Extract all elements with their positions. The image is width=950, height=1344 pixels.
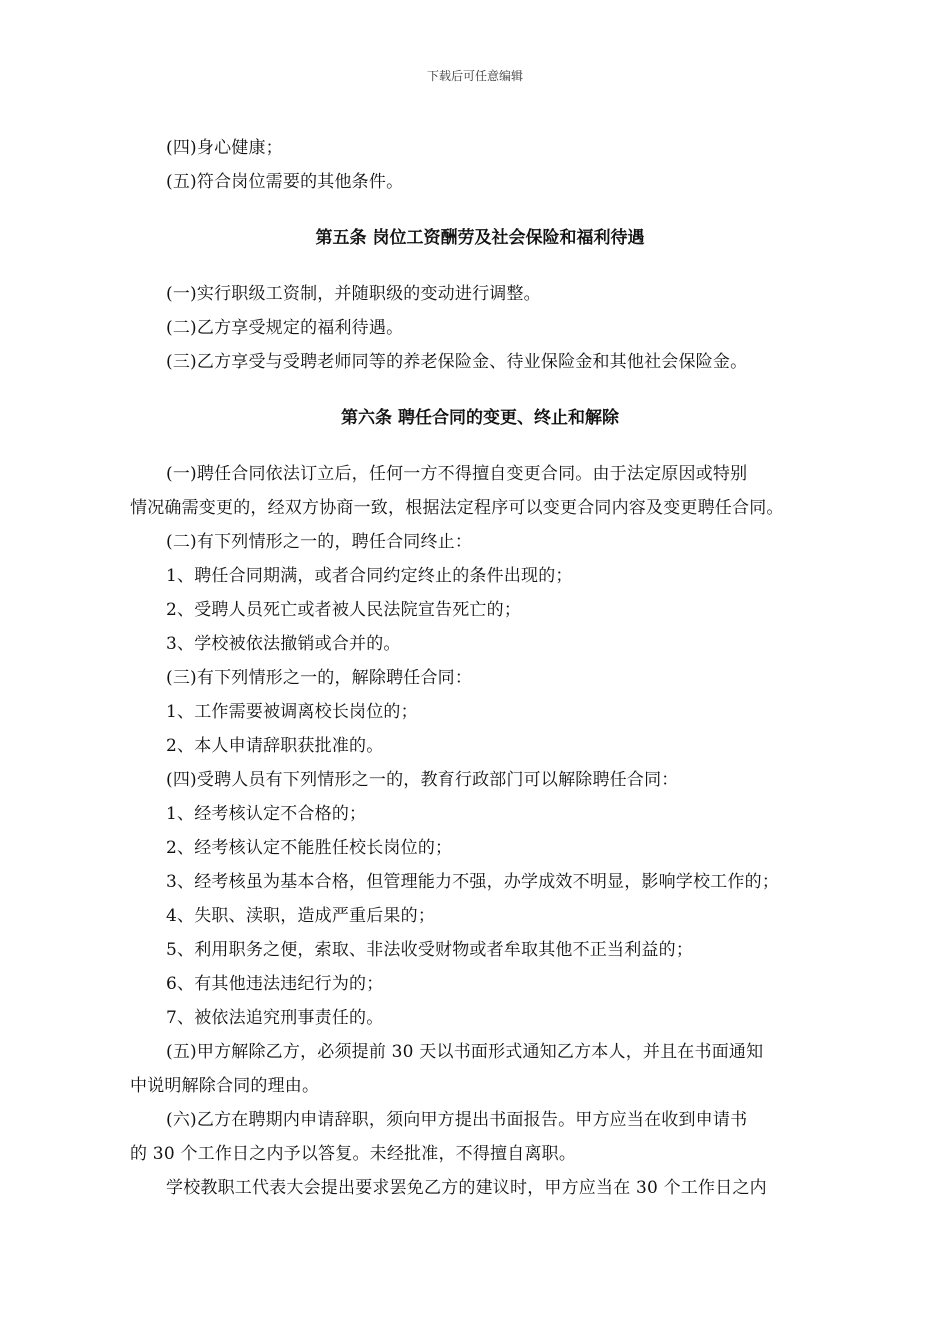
list-item: 2、受聘人员死亡或者被人民法院宣告死亡的； (166, 600, 522, 620)
list-item: 2、经考核认定不能胜任校长岗位的； (166, 838, 453, 858)
article-5-item-2: (二)乙方享受规定的福利待遇。 (166, 318, 404, 338)
document-body (130, 131, 830, 1205)
list-item: 1、工作需要被调离校长岗位的； (166, 702, 418, 722)
list-item: 1、经考核认定不合格的； (166, 804, 367, 824)
list-item: 5、利用职务之便，索取、非法收受财物或者牟取其他不正当利益的； (166, 940, 694, 960)
article-6-para-1-line-2: 情况确需变更的，经双方协商一致，根据法定程序可以变更合同内容及变更聘任合同。 (130, 498, 784, 518)
article-5-item-1: (一)实行职级工资制，并随职级的变动进行调整。 (166, 284, 541, 304)
page-header: 下载后可任意编辑 (426, 69, 523, 83)
article-6-para-6-line-2: 的 30 个工作日之内予以答复。未经批准，不得擅自离职。 (130, 1144, 577, 1164)
article-6-para-6-line-1: (六)乙方在聘期内申请辞职，须向甲方提出书面报告。甲方应当在收到申请书 (166, 1110, 748, 1130)
list-item: 2、本人申请辞职获批准的。 (166, 736, 384, 756)
article-6-para-1-line-1: (一)聘任合同依法订立后，任何一方不得擅自变更合同。由于法定原因或特别 (166, 464, 748, 484)
list-item: 6、有其他违法违纪行为的； (166, 974, 384, 994)
article-6-para-5-line-1: (五)甲方解除乙方，必须提前 30 天以书面形式通知乙方本人，并且在书面通知 (166, 1042, 764, 1062)
list-item: 4、失职、渎职，造成严重后果的； (166, 906, 436, 926)
article-6-para-7-line-1: 学校教职工代表大会提出要求罢免乙方的建议时，甲方应当在 30 个工作日之内 (166, 1178, 767, 1198)
condition-item-5: (五)符合岗位需要的其他条件。 (166, 172, 404, 192)
article-6-para-3: (三)有下列情形之一的，解除聘任合同： (166, 668, 473, 688)
list-item: 3、学校被依法撤销或合并的。 (166, 634, 401, 654)
article-6-para-2: (二)有下列情形之一的，聘任合同终止： (166, 532, 473, 552)
list-item: 1、聘任合同期满，或者合同约定终止的条件出现的； (166, 566, 573, 586)
article-5-heading: 第五条 岗位工资酬劳及社会保险和福利待遇 (315, 228, 645, 248)
list-item: 3、经考核虽为基本合格，但管理能力不强，办学成效不明显，影响学校工作的； (166, 872, 780, 892)
article-6-heading: 第六条 聘任合同的变更、终止和解除 (341, 408, 619, 428)
condition-item-4: (四)身心健康； (166, 138, 283, 158)
article-6-para-4: (四)受聘人员有下列情形之一的，教育行政部门可以解除聘任合同： (166, 770, 679, 790)
list-item: 7、被依法追究刑事责任的。 (166, 1008, 384, 1028)
article-6-para-5-line-2: 中说明解除合同的理由。 (130, 1076, 320, 1096)
article-5-item-3: (三)乙方享受与受聘老师同等的养老保险金、待业保险金和其他社会保险金。 (166, 352, 748, 372)
